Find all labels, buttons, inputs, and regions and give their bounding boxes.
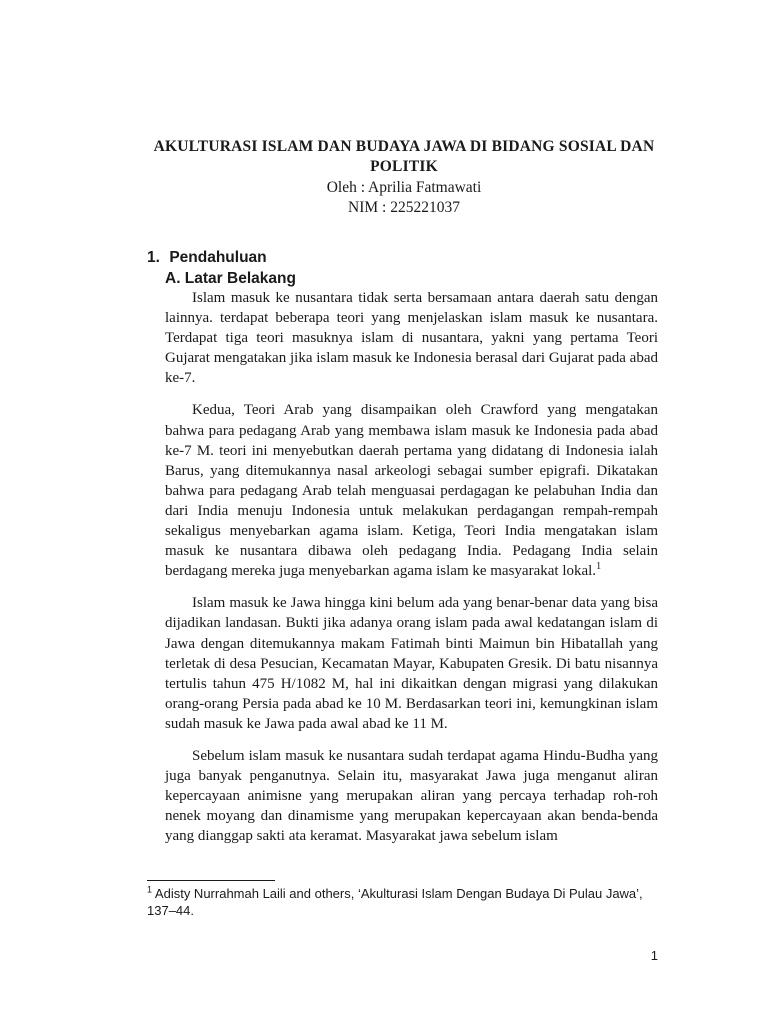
section-title: Pendahuluan xyxy=(169,249,267,266)
body-text xyxy=(165,288,658,858)
footnote-text: Adisty Nurrahmah Laili and others, ‘Akulturasi Islam Dengan Budaya Di Pulau Jawa’, 137–44. xyxy=(147,886,643,918)
paragraph: Sebelum islam masuk ke nusantara sudah terdapat agama Hindu-Budha yang juga banyak penganutnya. Selain itu, masyarakat Jawa juga menganut aliran kepercayaan animisne yang merupakan aliran yang percaya terhadap roh-roh nenek moyang dan dinamisme yang merupakan kepercayaan akan benda-benda yang dianggap sakti ata keramat. Masyarakat jawa sebelum islam xyxy=(165,747,658,845)
subsection-heading: A. Latar Belakang xyxy=(165,270,296,287)
footnote-separator xyxy=(147,880,275,881)
footnote-reference[interactable]: 1 xyxy=(596,561,602,573)
page-number: 1 xyxy=(650,948,658,963)
paragraph: Kedua, Teori Arab yang disampaikan oleh Crawford yang mengatakan bahwa para pedagang Arab yang membawa islam masuk ke Indonesia pada abad ke-7 M. teori ini menyebutkan daerah pertama yang didatang di Indonesia ialah Barus, yang ditemukannya nasal arkeologi sebagai sumber epigrafi. Dikatakan bahwa para pedagang Arab telah menguasai perdagagan ke pelabuhan India dan dari India menuju Indonesia untuk melakukan perdagangan rempah-rempah sekaligus menyebarkan agama islam. Ketiga, Teori India mengatakan islam masuk ke nusantara dibawa oleh pedagang India. Pedagang India selain berdagang mereka juga menyebarkan agama islam ke masyarakat lokal.$^1$ xyxy=(165,402,658,580)
paragraph: Islam masuk ke nusantara tidak serta bersamaan antara daerah satu dengan lainnya. terdapat beberapa teori yang menjelaskan islam masuk ke nusantara. Terdapat tiga teori masuknya islam di nusantara, yakni yang pertama Teori Gujarat mengatakan jika islam masuk ke Indonesia berasal dari Gujarat pada abad ke-7. xyxy=(165,290,658,387)
document-title: AKULTURASI ISLAM DAN BUDAYA JAWA DI BIDANG SOSIAL DAN POLITIK xyxy=(153,138,655,175)
footnote-mark: 1 xyxy=(147,884,153,895)
section-number: 1. xyxy=(147,249,160,266)
nim-line: NIM : 225221037 xyxy=(348,199,460,216)
author-line: Oleh : Aprilia Fatmawati xyxy=(326,179,482,196)
footnote xyxy=(147,885,655,919)
section-heading xyxy=(147,248,267,268)
paragraph: Islam masuk ke Jawa hingga kini belum ada yang benar-benar data yang bisa dijadikan landasan. Bukti jika adanya orang islam pada awal kedatangan islam di Jawa dengan ditemukannya makam Fatimah binti Maimun bin Hibatallah yang terletak di desa Pesucian, Kecamatan Mayar, Kabupaten Gresik. Di batu nisannya tertulis tahun 475 H/1082 M, hal ini dikaitkan dengan migrasi yang dilakukan orang-orang Persia pada abad ke 10 M. Berdasarkan teori ini, kemungkinan islam sudah masuk ke Jawa pada awal abad ke 11 M. xyxy=(165,595,658,732)
